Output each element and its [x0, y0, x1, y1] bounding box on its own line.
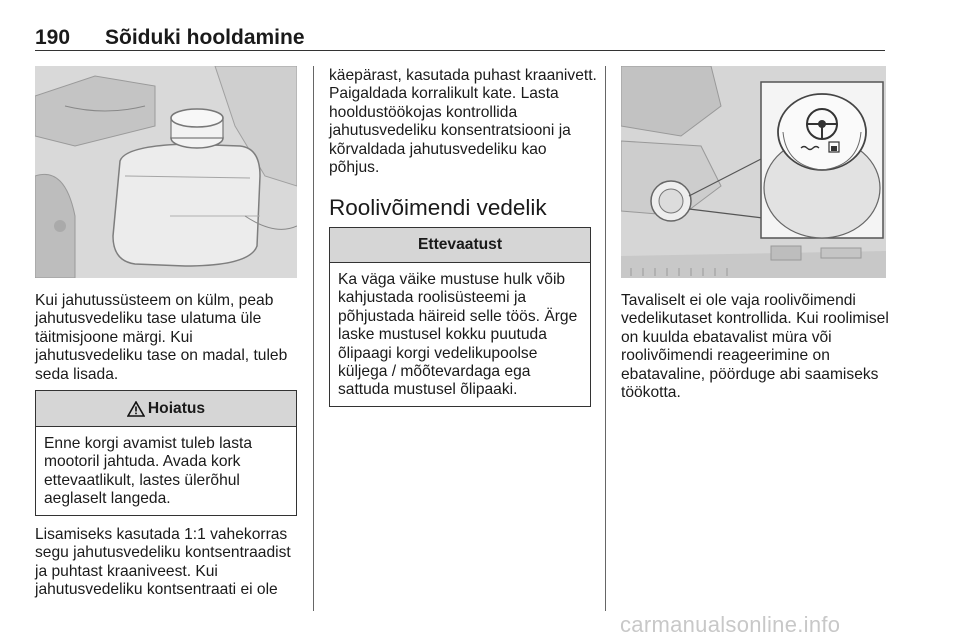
section-title: Sõiduki hooldamine — [105, 26, 305, 49]
caution-box — [329, 227, 591, 407]
warning-triangle-icon — [127, 401, 145, 417]
coolant-continuation-paragraph: käepärast, kasutada puhast kraanivett. Paigaldada korralikult kate. Lasta hooldustöökojas kontrollida jahutusvedeliku konsentratsiooni ja kõrvaldada jahutusvedeliku kao põhjus. — [329, 67, 597, 177]
header-divider — [35, 50, 885, 51]
caution-title: Ettevaatust — [417, 236, 503, 253]
warning-title: Hoiatus — [147, 399, 206, 417]
warning-box — [35, 390, 297, 516]
warning-box-header — [36, 391, 296, 427]
caution-box-header — [330, 228, 590, 263]
watermark: carmanualsonline.info — [620, 612, 841, 637]
power-steering-paragraph: Tavaliselt ei ole vaja roolivõimendi vedelikutaset kontrollida. Kui roolimisel on kuulda ebatavalist müra või roolivõimendi reageerimine on ebatavaline, pöörduge abi saamiseks töökotta. — [621, 292, 889, 402]
column-divider-1 — [313, 66, 314, 611]
coolant-level-paragraph: Kui jahutussüsteem on külm, peab jahutusvedeliku tase ulatuma üle täitmisjoone märgi. Kui jahutusvedeliku tase on madal, tuleb seda lisada. — [35, 292, 288, 383]
caution-text: Ka väga väike mustuse hulk võib kahjustada roolisüsteemi ja põhjustada häireid selle töös. Ärge laske mustusel kokku puutuda õlipaagi korgi vedelikupoolse küljega / mõõtevardaga ega sattuda mustusel õlipaaki. — [338, 271, 578, 399]
warning-text: Enne korgi avamist tuleb lasta mootoril jahtuda. Avada kork ettevaatlikult, lastes ülerõhul aeglaselt langeda. — [44, 435, 253, 508]
column-divider-2 — [605, 66, 606, 611]
page-header — [35, 26, 885, 52]
page-number: 190 — [35, 26, 71, 49]
coolant-reservoir-illustration — [35, 66, 297, 278]
power-steering-fluid-heading: Roolivõimendi vedelik — [329, 195, 547, 220]
power-steering-reservoir-illustration — [621, 66, 886, 278]
coolant-mixture-paragraph: Lisamiseks kasutada 1:1 vahekorras segu jahutusvedeliku kontsentraadist ja puhtast kraaniveest. Kui jahutusvedeliku kontsentraati ei ole — [35, 526, 291, 599]
